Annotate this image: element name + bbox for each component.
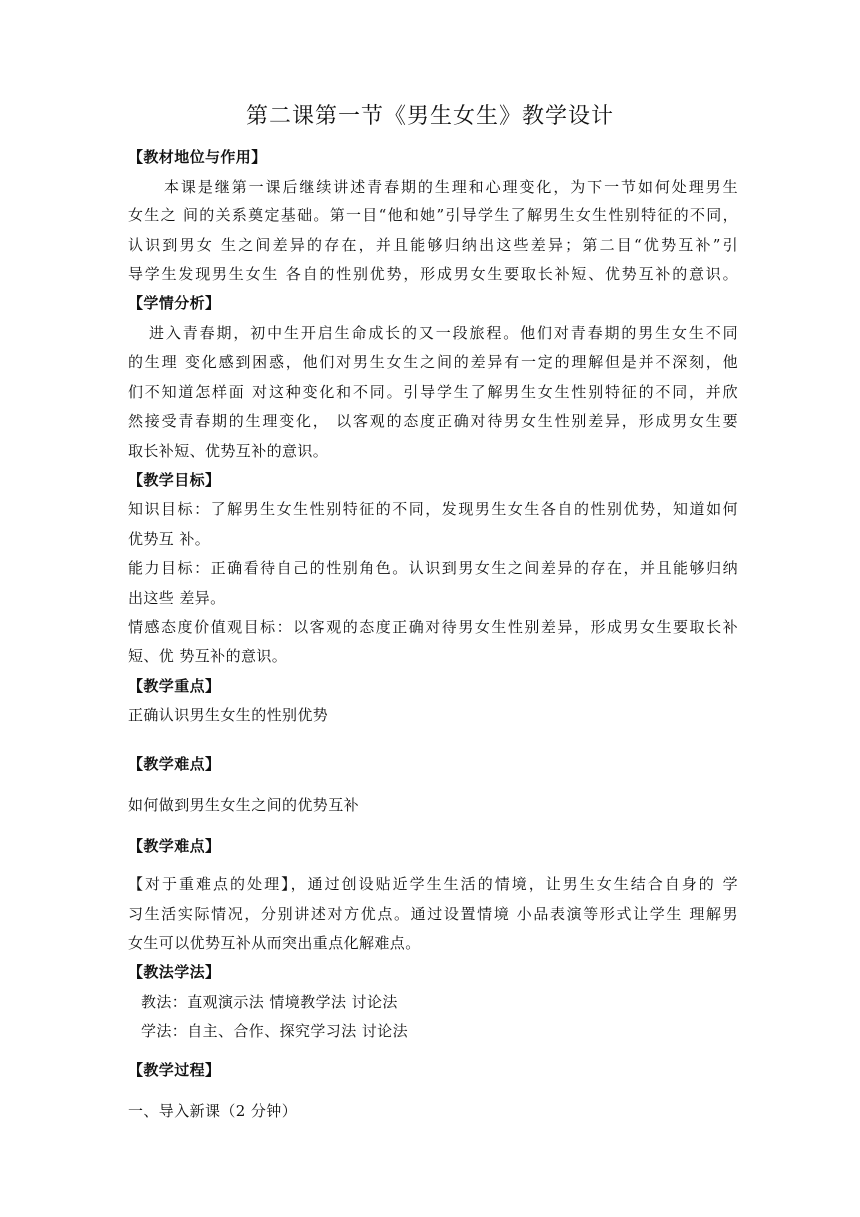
paragraph-line: 一、导入新课（2 分钟） <box>128 1102 298 1120</box>
paragraph-line: 取长补短、优势互补的意识。 <box>128 442 329 460</box>
paragraph-line: 学法：自主、合作、探究学习法 讨论法 <box>141 1022 408 1040</box>
section-heading: 【学情分析】 <box>128 294 221 312</box>
paragraph-line: 女生之 间的关系奠定基础。第一目“他和她”引导学生了解男生女生性别特征的不同， <box>128 206 738 224</box>
paragraph-line: 知识目标：了解男生女生性别特征的不同，发现男生女生各自的性别优势，知道如何 <box>128 500 738 518</box>
paragraph-line: 习生活实际情况，分别讲述对方优点。通过设置情境 小品表演等形式让学生 理解男 <box>128 905 738 923</box>
paragraph-line: 能力目标：正确看待自己的性别角色。认识到男女生之间差异的存在，并且能够归纳 <box>128 559 738 577</box>
paragraph-line: 认识到男女 生之间差异的存在，并且能够归纳出这些差异；第二目“优势互补”引 <box>128 236 738 254</box>
section-heading: 【教学难点】 <box>128 755 221 773</box>
section-heading: 【教材地位与作用】 <box>128 148 267 166</box>
paragraph-line: 女生可以优势互补从而突出重点化解难点。 <box>128 934 421 952</box>
paragraph-line: 进入青春期，初中生开启生命成长的又一段旅程。他们对青春期的男生女生不同 <box>149 324 738 342</box>
paragraph-line: 本课是继第一课后继续讲述青春期的生理和心理变化，为下一节如何处理男生 <box>164 178 738 196</box>
paragraph-line: 们不知道怎样面 对这种变化和不同。引导学生了解男生女生性别特征的不同，并欣 <box>128 383 738 401</box>
paragraph-line: 正确认识男生女生的性别优势 <box>128 706 329 724</box>
paragraph-line: 出这些 差异。 <box>128 589 226 607</box>
section-heading: 【教法学法】 <box>128 963 221 981</box>
section-heading: 【教学重点】 <box>128 677 221 695</box>
paragraph-line: 情感态度价值观目标：以客观的态度正确对待男女生性别差异，形成男女生要取长补 <box>128 618 738 636</box>
paragraph-line: 导学生发现男生女生 各自的性别优势，形成男女生要取长补短、优势互补的意识。 <box>128 265 738 283</box>
paragraph-line: 的生理 变化感到困惑，他们对男生女生之间的差异有一定的理解但是并不深刻，他 <box>128 353 738 371</box>
paragraph-line: 【对于重难点的处理】，通过创设贴近学生生活的情境，让男生女生结合自身的 学 <box>128 875 738 893</box>
paragraph-line: 短、优 势互补的意识。 <box>128 647 288 665</box>
section-heading: 【教学目标】 <box>128 471 221 489</box>
paragraph-line: 教法：直观演示法 情境教学法 讨论法 <box>141 993 398 1011</box>
paragraph-line: 如何做到男生女生之间的优势互补 <box>128 796 360 814</box>
paragraph-line: 然接受青春期的生理变化， 以客观的态度正确对待男女生性别差异，形成男女生要 <box>128 412 738 430</box>
section-heading: 【教学过程】 <box>128 1061 221 1079</box>
document-title: 第二课第一节《男生女生》教学设计 <box>245 104 614 129</box>
paragraph-line: 优势互 补。 <box>128 530 211 548</box>
section-heading: 【教学难点】 <box>128 837 221 855</box>
